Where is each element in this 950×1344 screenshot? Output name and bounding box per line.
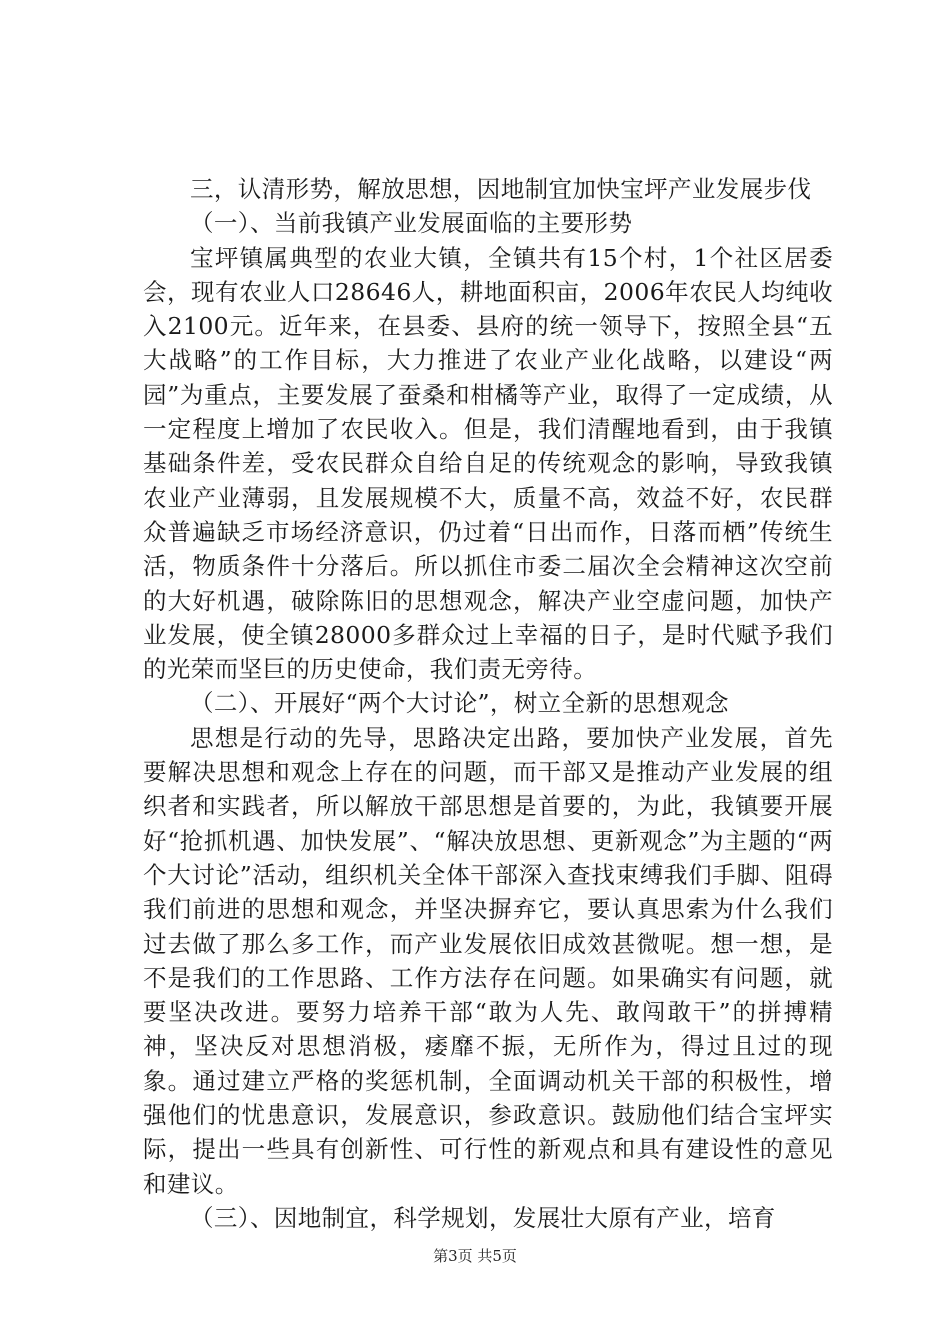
subsection-title-2: （二）、开展好“两个大讨论”，树立全新的思想观念	[190, 689, 729, 718]
section-heading: 三，认清形势，解放思想，因地制宜加快宝坪产业发展步伐	[190, 175, 812, 203]
subsection-title-1: （一）、当前我镇产业发展面临的主要形势	[190, 209, 633, 238]
paragraph-1: 宝坪镇属典型的农业大镇，全镇共有15个村，1个社区居委会，现有农业人口28646人，耕地面积亩，2006年农民人均纯收入2100元。近年来，在县委、县府的统一领导下，按照全县“五大战略”的工作目标，大力推进了农业产业化战略，以建设“两园”为重点，主要发展了蚕桑和柑橘等产业，取得了一定成绩，从一定程度上增加了农民收入。但是，我们清醒地看到，由于我镇基础条件差，受农民群众自给自足的传统观念的影响，导致我镇农业产业薄弱，且发展规模不大，质量不高，效益不好，农民群众普遍缺乏市场经济意识，仍过着“日出而作，日落而栖”传统生活，物质条件十分落后。所以抓住市委二届次全会精神这次空前的大好机遇，破除陈旧的思想观念，解决产业空虚问题，加快产业发展，使全镇28000多群众过上幸福的日子，是时代赋予我们的光荣而坚巨的历史使命，我们责无旁待。	[143, 243, 833, 684]
page-footer	[0, 1245, 950, 1266]
subsection-title-3: （三）、因地制宜，科学规划，发展壮大原有产业，培育	[190, 1203, 776, 1232]
document-body	[143, 172, 833, 1235]
paragraph-2: 思想是行动的先导，思路决定出路，要加快产业发展，首先要解决思想和观念上存在的问题，而干部又是推动产业发展的组织者和实践者，所以解放干部思想是首要的，为此，我镇要开展好“抢抓机遇、加快发展”、“解决放思想、更新观念”为主题的“两个大讨论”活动，组织机关全体干部深入查找束缚我们手脚、阻碍我们前进的思想和观念，并坚决摒弃它，要认真思索为什么我们过去做了那么多工作，而产业发展依旧成效甚微呢。想一想，是不是我们的工作思路、工作方法存在问题。如果确实有问题，就要坚决改进。要努力培养干部“敢为人先、敢闯敢干”的拼搏精神，坚决反对思想消极，痿靡不振，无所作为，得过且过的现象。通过建立严格的奖惩机制，全面调动机关干部的积极性，增强他们的忧患意识，发展意识，参政意识。鼓励他们结合宝坪实际，提出一些具有创新性、可行性的新观点和具有建设性的意见和建议。	[143, 723, 833, 1198]
page-number: 第3页 共5页	[433, 1247, 517, 1265]
